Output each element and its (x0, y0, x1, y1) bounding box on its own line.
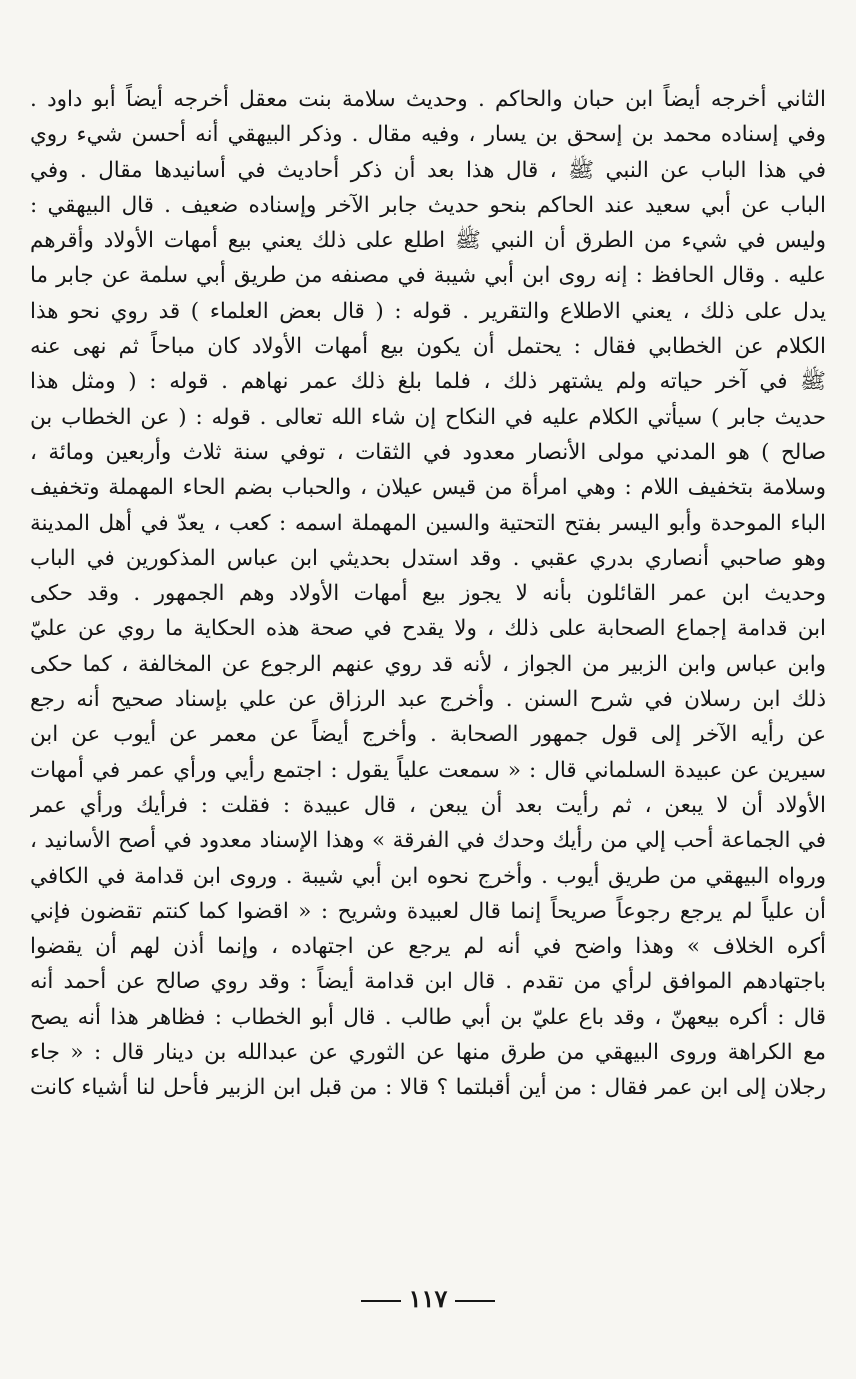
text-line: مع الكراهة وروى البيهقي من طرق منها عن الثوري عن عبدالله بن دينار قال : « جاء (30, 1040, 826, 1066)
text-line: ابن قدامة إجماع الصحابة على ذلك ، ولا يقدح في صحة هذه الحكاية ما روي عن عليّ (30, 616, 826, 642)
text-line: أكره الخلاف » وهذا واضح في أنه لم يرجع عن اجتهاده ، وإنما أذن لهم أن يقضوا (30, 934, 826, 960)
text-line: أن علياً لم يرجع رجوعاً صريحاً إنما قال لعبيدة وشريح : « اقضوا كما كنتم تقضون فإني (30, 898, 826, 924)
text-line: ورواه البيهقي من طريق أيوب . وأخرج نحوه ابن أبي شيبة . وروى ابن قدامة في الكافي (30, 863, 826, 889)
text-line: وليس في شيء من الطرق أن النبي ﷺ اطلع على ذلك يعني بيع أمهات الأولاد وأقرهم (30, 228, 826, 254)
text-line: في الجماعة أحب إلي من رأيك وحدك في الفرقة » وهذا الإسناد معدود في أصح الأسانيد ، (30, 828, 826, 854)
text-line: حديث جابر ) سيأتي الكلام عليه في النكاح إن شاء الله تعالى . قوله : ( عن الخطاب بن (30, 404, 826, 430)
text-line: الكلام عن الخطابي فقال : يحتمل أن يكون بيع أمهات الأولاد كان مباحاً ثم نهى عنه (30, 334, 826, 360)
text-line: الأولاد أن لا يبعن ، ثم رأيت بعد أن يبعن ، قال عبيدة : فقلت : فرأيك ورأي عمر (30, 792, 826, 818)
text-line: الباء الموحدة وأبو اليسر بفتح التحتية والسين المهملة اسمه : كعب ، يعدّ في أهل المدينة (30, 510, 826, 536)
page-number: ١١٧ (408, 1284, 448, 1313)
text-line: وسلامة بتخفيف اللام : وهي امرأة من قيس عيلان ، والحباب بضم الحاء المهملة وتخفيف (30, 475, 826, 501)
body-text (30, 82, 826, 1106)
text-line: رجلان إلى ابن عمر فقال : من أين أقبلتما ؟ قالا : من قبل ابن الزبير فأحل لنا أشياء كانت (30, 1075, 826, 1101)
text-line: الباب عن أبي سعيد عند الحاكم بنحو حديث جابر الآخر وإسناده ضعيف . قال البيهقي : (30, 192, 826, 218)
text-line: الثاني أخرجه أيضاً ابن حبان والحاكم . وحديث سلامة بنت معقل أخرجه أيضاً أبو داود . (30, 87, 826, 112)
text-line: سيرين عن عبيدة السلماني قال : « سمعت علياً يقول : اجتمع رأيي ورأي عمر في أمهات (30, 757, 826, 783)
text-line: قال : أكره بيعهنّ ، وقد باع عليّ بن أبي طالب . قال أبو الخطاب : فظاهر هذا أنه يصح (30, 1004, 826, 1030)
text-line: صالح ) هو المدني مولى الأنصار معدود في الثقات ، توفي سنة ثلاث وأربعين ومائة ، (30, 439, 826, 465)
page-number-footer (0, 1284, 856, 1313)
text-line: عن رأيه الآخر إلى قول جمهور الصحابة . وأخرج أيضاً عن معمر عن أيوب عن ابن (30, 722, 826, 748)
text-line: باجتهادهم الموافق لرأي من تقدم . قال ابن قدامة أيضاً : وقد روي صالح عن أحمد أنه (30, 969, 826, 995)
dash-right (361, 1300, 401, 1302)
text-line: وابن عباس وابن الزبير من الجواز ، لأنه قد روي عنهم الرجوع عن المخالفة ، كما حكى (30, 651, 826, 677)
text-line: ذلك ابن رسلان في شرح السنن . وأخرج عبد الرزاق عن علي بإسناد صحيح أنه رجع (30, 687, 826, 713)
text-line: في هذا الباب عن النبي ﷺ ، قال هذا بعد أن ذكر أحاديث في أسانيدها مقال . وفي (30, 157, 826, 183)
text-line: وحديث ابن عمر القائلون بأنه لا يجوز بيع أمهات الأولاد وهم الجمهور . وقد حكى (30, 581, 826, 607)
text-line: وهو صاحبي أنصاري بدري عقبي . وقد استدل بحديثي ابن عباس المذكورين في الباب (30, 545, 826, 571)
text-line: عليه . وقال الحافظ : إنه روى ابن أبي شيبة في مصنفه من طريق أبي سلمة عن جابر ما (30, 263, 826, 289)
text-line: يدل على ذلك ، يعني الاطلاع والتقرير . قوله : ( قال بعض العلماء ) قد روي نحو هذا (30, 298, 826, 324)
text-line: ﷺ في آخر حياته ولم يشتهر ذلك ، فلما بلغ ذلك عمر نهاهم . قوله : ( ومثل هذا (30, 369, 826, 395)
text-line: وفي إسناده محمد بن إسحق بن يسار ، وفيه مقال . وذكر البيهقي أنه أحسن شيء روي (30, 122, 826, 148)
dash-left (455, 1300, 495, 1302)
